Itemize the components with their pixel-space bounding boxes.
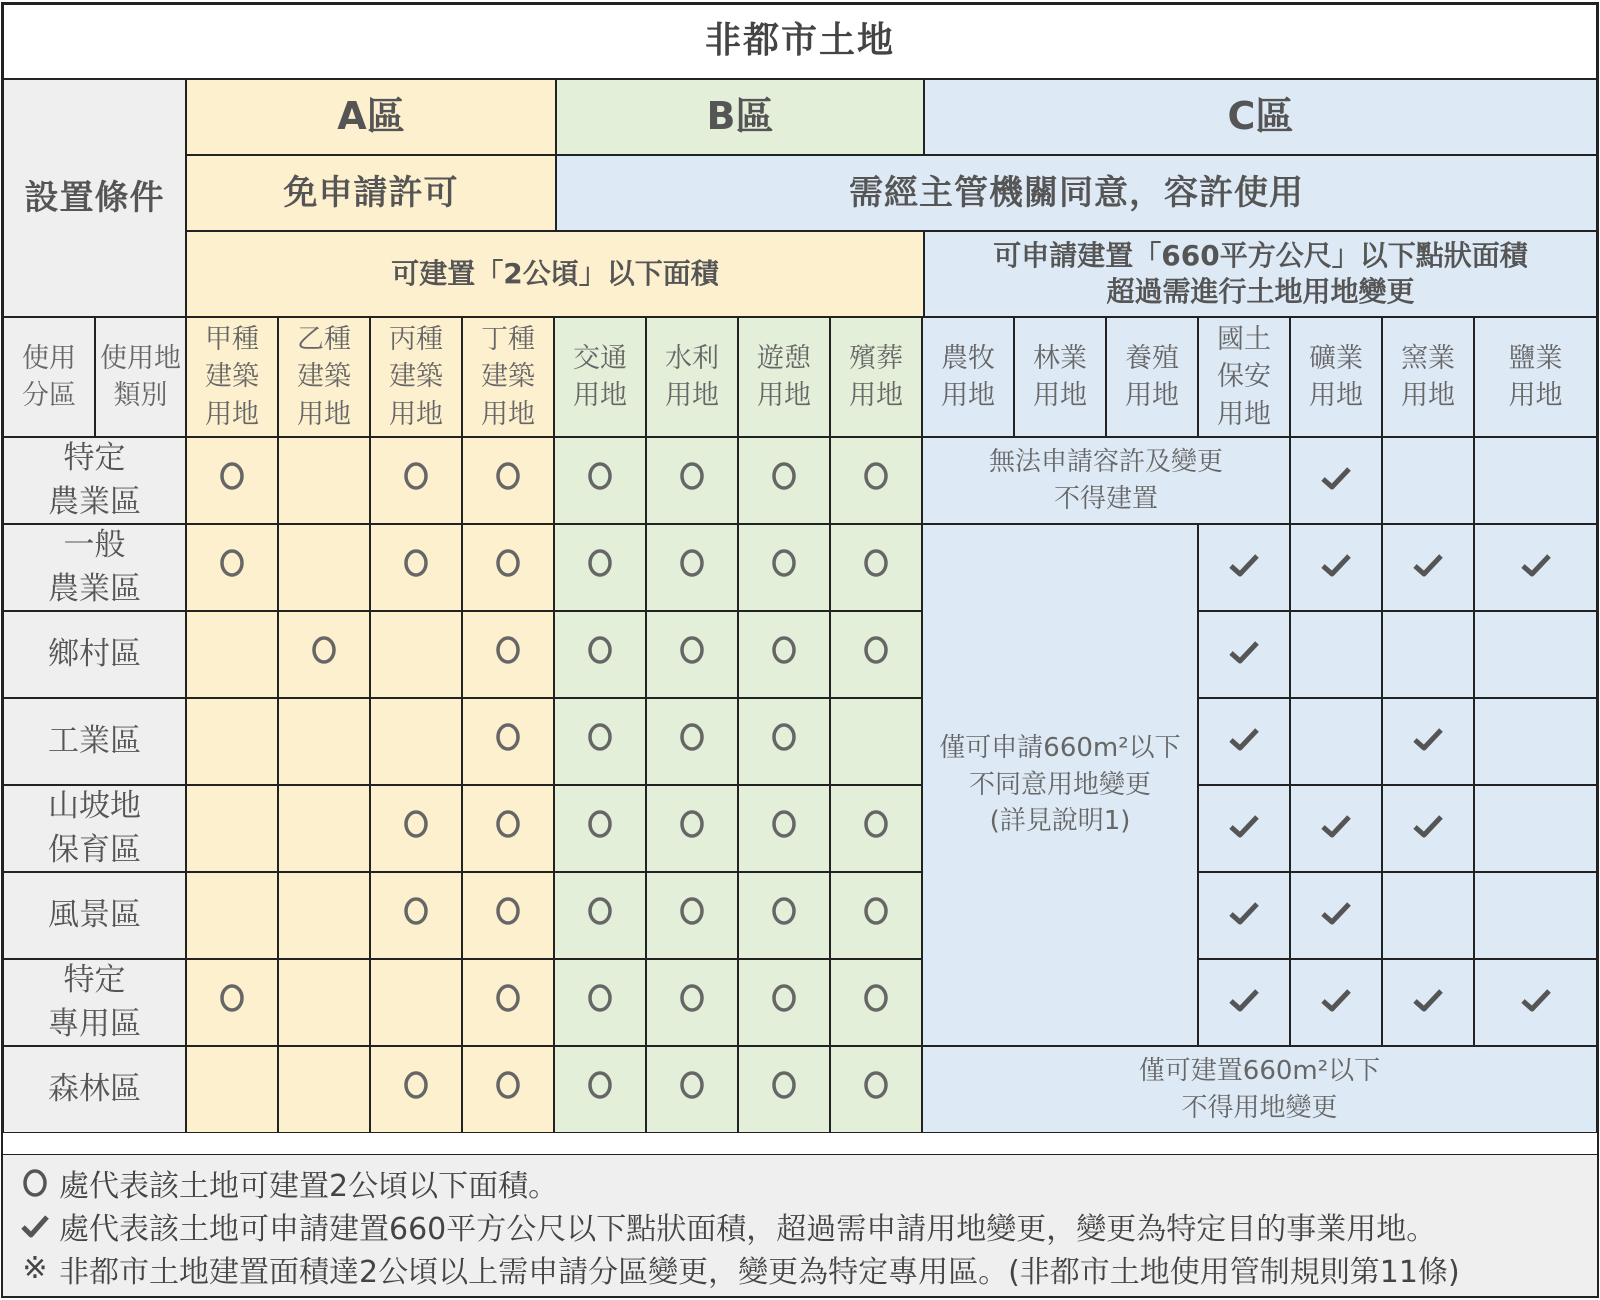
check-icon [1320,987,1352,1019]
circle-mark-cell [830,611,922,698]
check-mark-cell [1382,698,1474,785]
check-mark-cell [1474,611,1597,698]
row-label-line: 森林區 [48,1070,141,1107]
forest-note-line: 僅可建置660m²以下 [1138,1056,1381,1087]
check-mark-cell [1474,959,1597,1046]
circle-mark-cell [462,437,554,524]
circle-icon [863,806,889,850]
column-header-line: 殯葬 [849,342,903,374]
zone-column-header-line: 分區 [22,380,76,411]
check-mark-cell [1198,611,1290,698]
circle-icon [495,806,521,850]
check-icon [1228,987,1260,1019]
column-header [1198,317,1290,437]
circle-mark-cell [370,611,462,698]
check-mark-cell [1290,437,1382,524]
column-header [646,317,738,437]
circle-mark-cell [830,1046,922,1133]
column-header [1474,317,1597,437]
a-permit-header-line: 免申請許可 [283,172,459,213]
circle-icon [403,893,429,937]
circle-mark-cell [278,698,370,785]
column-header-line: 用地 [1508,380,1563,411]
column-header-line: 用地 [941,380,995,411]
row-label [3,872,186,959]
circle-mark-cell [278,437,370,524]
circle-icon [679,632,705,676]
circle-mark-cell [278,1046,370,1133]
column-header-line: 交通 [573,342,627,374]
circle-icon [403,458,429,502]
column-header-line: 水利 [665,342,719,374]
c-area-header [924,231,1597,317]
check-icon [1320,900,1352,932]
circle-mark-cell [646,437,738,524]
c-area-header-line: 可申請建置「660平方公尺」以下點狀面積 [993,238,1528,272]
circle-mark-cell [186,524,278,611]
column-header-line: 乙種 [297,324,351,356]
zone-header [924,79,1597,155]
condition-label [3,79,186,317]
circle-mark-cell [646,1046,738,1133]
column-header [370,317,462,437]
a-permit-header [186,155,556,231]
circle-mark-cell [738,872,830,959]
circle-icon [587,1067,613,1111]
circle-mark-cell [370,698,462,785]
circle-icon [495,632,521,676]
circle-mark-cell [830,437,922,524]
circle-icon [863,893,889,937]
circle-icon [587,806,613,850]
row-label [3,785,186,872]
circle-icon [495,719,521,763]
general-limit-note-line: (詳見說明1) [989,806,1131,837]
check-icon [1228,639,1260,671]
circle-mark-cell [186,872,278,959]
legend-text: 非都市土地建置面積達2公頃以上需申請分區變更，變更為特定專用區。(非都市土地使用管制規則第11條) [59,1254,1460,1290]
row-label-line: 保育區 [48,831,141,868]
zone-header [556,79,924,155]
row-label-line: 鄉村區 [48,635,141,672]
row-label-line: 農業區 [48,570,141,607]
circle-mark-cell [370,524,462,611]
circle-icon [679,893,705,937]
circle-mark-cell [646,959,738,1046]
circle-mark-cell [462,785,554,872]
circle-mark-cell [738,959,830,1046]
check-mark-cell [1290,611,1382,698]
column-header [738,317,830,437]
circle-mark-cell [462,959,554,1046]
circle-icon [17,1168,53,1198]
circle-icon [495,980,521,1024]
page-title-line: 非都市土地 [704,20,895,62]
circle-icon [771,980,797,1024]
circle-icon [863,632,889,676]
check-mark-cell [1290,872,1382,959]
circle-mark-cell [646,872,738,959]
row-label-line: 風景區 [48,896,141,933]
column-header-line: 用地 [1309,380,1363,411]
check-icon [1520,987,1552,1019]
special-agri-note-line: 無法申請容許及變更 [988,447,1223,478]
column-header [1382,317,1474,437]
condition-label-line: 設置條件 [24,177,165,218]
reference-mark: ※ [22,1251,48,1286]
circle-icon [311,632,337,676]
c-area-header-line: 超過需進行土地用地變更 [1106,275,1415,308]
row-label [3,1046,186,1133]
check-mark-cell [1382,785,1474,872]
check-mark-cell [1382,872,1474,959]
circle-mark-cell [554,959,646,1046]
circle-icon [771,719,797,763]
check-mark-cell [1198,785,1290,872]
column-header-line: 用地 [205,398,259,430]
circle-mark-cell [738,1046,830,1133]
circle-mark-cell [646,611,738,698]
legend-item [17,1204,1597,1247]
circle-icon [679,458,705,502]
circle-icon [495,893,521,937]
circle-icon [771,806,797,850]
circle-mark-cell [462,872,554,959]
zone-column-header-line: 使用 [22,342,76,374]
zone-header-line: C區 [1227,94,1294,139]
column-header-line: 建築 [297,361,351,393]
check-icon [1228,900,1260,932]
column-header [186,317,278,437]
forest-note [922,1046,1597,1133]
column-header-line: 用地 [1217,398,1271,430]
check-icon [1412,987,1444,1019]
row-label-line: 一般 [63,527,126,564]
forest-note-line: 不得用地變更 [1181,1092,1338,1123]
circle-mark-cell [186,698,278,785]
category-column-header [95,317,186,437]
circle-icon [587,632,613,676]
bc-permit-header-line: 需經主管機關同意，容許使用 [849,172,1304,213]
column-header-line: 用地 [297,398,351,430]
circle-mark-cell [462,611,554,698]
circle-mark-cell [830,524,922,611]
circle-icon [679,980,705,1024]
column-header-line: 建築 [389,361,443,393]
check-icon [1228,552,1260,584]
circle-mark-cell [462,1046,554,1133]
column-header-line: 丙種 [389,324,443,356]
general-limit-note-line: 不同意用地變更 [968,769,1151,800]
row-label-line: 農業區 [48,483,141,520]
special-agri-note [922,437,1290,524]
circle-icon [679,719,705,763]
circle-icon [771,632,797,676]
column-header-line: 建築 [481,361,535,393]
column-header-line: 用地 [1125,380,1179,411]
circle-mark-cell [278,872,370,959]
circle-icon [771,458,797,502]
circle-icon [495,458,521,502]
circle-mark-cell [278,959,370,1046]
check-mark-cell [1474,437,1597,524]
circle-mark-cell [370,785,462,872]
legend-item [17,1161,1597,1204]
row-label-line: 工業區 [48,722,141,759]
circle-mark-cell [278,611,370,698]
column-header-line: 用地 [757,380,811,411]
page-title [3,4,1597,79]
circle-mark-cell [370,872,462,959]
check-icon [17,1213,53,1239]
circle-mark-cell [646,698,738,785]
column-header [1014,317,1106,437]
check-mark-cell [1382,437,1474,524]
column-header-line: 農牧 [941,342,995,374]
circle-mark-cell [462,698,554,785]
circle-mark-cell [278,524,370,611]
category-column-header-line: 類別 [113,380,168,411]
column-header-line: 用地 [665,380,719,411]
column-header-line: 國土 [1217,324,1271,356]
check-mark-cell [1198,959,1290,1046]
legend-text: 處代表該土地可申請建置660平方公尺以下點狀面積，超過需申請用地變更，變更為特定目的事業用地。 [59,1211,1437,1247]
column-header-line: 用地 [573,380,627,411]
row-label [3,437,186,524]
land-use-table [1,2,1599,1298]
circle-mark-cell [370,959,462,1046]
circle-icon [587,893,613,937]
column-header-line: 遊憩 [757,342,811,374]
check-mark-cell [1474,785,1597,872]
column-header-line: 建築 [205,361,259,393]
circle-icon [679,806,705,850]
row-label-line: 專用區 [48,1005,141,1042]
circle-mark-cell [186,611,278,698]
circle-icon [863,545,889,589]
column-header [830,317,922,437]
zone-column-header [3,317,95,437]
column-header [278,317,370,437]
column-header [1290,317,1382,437]
circle-icon [403,545,429,589]
column-header-line: 用地 [1033,380,1087,411]
circle-mark-cell [186,959,278,1046]
circle-icon [403,806,429,850]
row-label [3,611,186,698]
legend-item [17,1247,1597,1290]
column-header-line: 用地 [1401,380,1455,411]
circle-mark-cell [462,524,554,611]
circle-icon [403,1067,429,1111]
legend-text: 處代表該土地可建置2公頃以下面積。 [59,1168,559,1204]
row-label-line: 特定 [63,962,126,999]
column-header [554,317,646,437]
check-mark-cell [1198,524,1290,611]
check-mark-cell [1474,524,1597,611]
check-icon [1320,552,1352,584]
column-header-line: 用地 [481,398,535,430]
row-label [3,698,186,785]
circle-mark-cell [186,785,278,872]
circle-icon [679,1067,705,1111]
column-header-line: 用地 [389,398,443,430]
circle-mark-cell [186,437,278,524]
circle-icon [771,893,797,937]
circle-mark-cell [830,959,922,1046]
circle-icon [495,1067,521,1111]
circle-mark-cell [554,437,646,524]
zone-header-line: B區 [706,94,774,139]
circle-mark-cell [554,524,646,611]
circle-icon [863,458,889,502]
circle-mark-cell [830,698,922,785]
check-mark-cell [1382,959,1474,1046]
circle-icon [771,1067,797,1111]
check-mark-cell [1290,698,1382,785]
circle-icon [219,545,245,589]
general-limit-note [922,524,1198,1046]
column-header-line: 養殖 [1125,342,1179,374]
circle-mark-cell [646,524,738,611]
check-icon [1520,552,1552,584]
circle-icon [863,1067,889,1111]
row-label-line: 山坡地 [48,788,141,825]
column-header [1106,317,1198,437]
check-icon [1412,552,1444,584]
circle-mark-cell [370,437,462,524]
check-mark-cell [1198,698,1290,785]
check-icon [1228,726,1260,758]
circle-mark-cell [554,698,646,785]
circle-mark-cell [554,1046,646,1133]
circle-icon [863,980,889,1024]
circle-icon [495,545,521,589]
row-label [3,959,186,1046]
circle-mark-cell [554,611,646,698]
circle-icon [219,980,245,1024]
check-mark-cell [1382,611,1474,698]
ab-area-header-line: 可建置「2公頃」以下面積 [391,256,719,290]
column-header-line: 保安 [1217,361,1271,393]
circle-icon [587,719,613,763]
general-limit-note-line: 僅可申請660m²以下 [939,733,1181,764]
column-header-line: 甲種 [205,324,259,356]
circle-mark-cell [186,1046,278,1133]
circle-mark-cell [738,785,830,872]
check-icon [1412,726,1444,758]
ab-area-header [186,231,924,317]
column-header-line: 丁種 [481,324,535,356]
circle-mark-cell [830,785,922,872]
circle-icon [679,545,705,589]
category-column-header-line: 使用地 [100,342,181,374]
zone-header [186,79,556,155]
circle-mark-cell [554,785,646,872]
circle-mark-cell [646,785,738,872]
circle-icon [219,458,245,502]
check-icon [1320,813,1352,845]
circle-icon [771,545,797,589]
column-header-line: 鹽業 [1508,342,1563,374]
circle-mark-cell [738,437,830,524]
check-mark-cell [1290,524,1382,611]
check-mark-cell [1474,872,1597,959]
circle-mark-cell [738,698,830,785]
column-header-line: 用地 [849,380,903,411]
row-label [3,524,186,611]
row-label-line: 特定 [63,440,126,477]
circle-icon [587,458,613,502]
special-agri-note-line: 不得建置 [1053,483,1158,514]
check-mark-cell [1474,698,1597,785]
check-mark-cell [1382,524,1474,611]
circle-mark-cell [830,872,922,959]
check-mark-cell [1198,872,1290,959]
check-icon [1228,813,1260,845]
circle-icon [587,545,613,589]
bc-permit-header [556,155,1597,231]
column-header-line: 林業 [1033,342,1087,374]
column-header [462,317,554,437]
check-icon [1320,465,1352,497]
circle-mark-cell [370,1046,462,1133]
circle-mark-cell [738,524,830,611]
circle-mark-cell [738,611,830,698]
legend [3,1154,1597,1296]
check-mark-cell [1290,785,1382,872]
zone-header-line: A區 [337,94,405,139]
column-header [922,317,1014,437]
circle-icon [587,980,613,1024]
check-icon [1412,813,1444,845]
circle-mark-cell [278,785,370,872]
check-mark-cell [1290,959,1382,1046]
circle-mark-cell [554,872,646,959]
column-header-line: 窯業 [1401,342,1455,374]
column-header-line: 礦業 [1309,342,1363,374]
